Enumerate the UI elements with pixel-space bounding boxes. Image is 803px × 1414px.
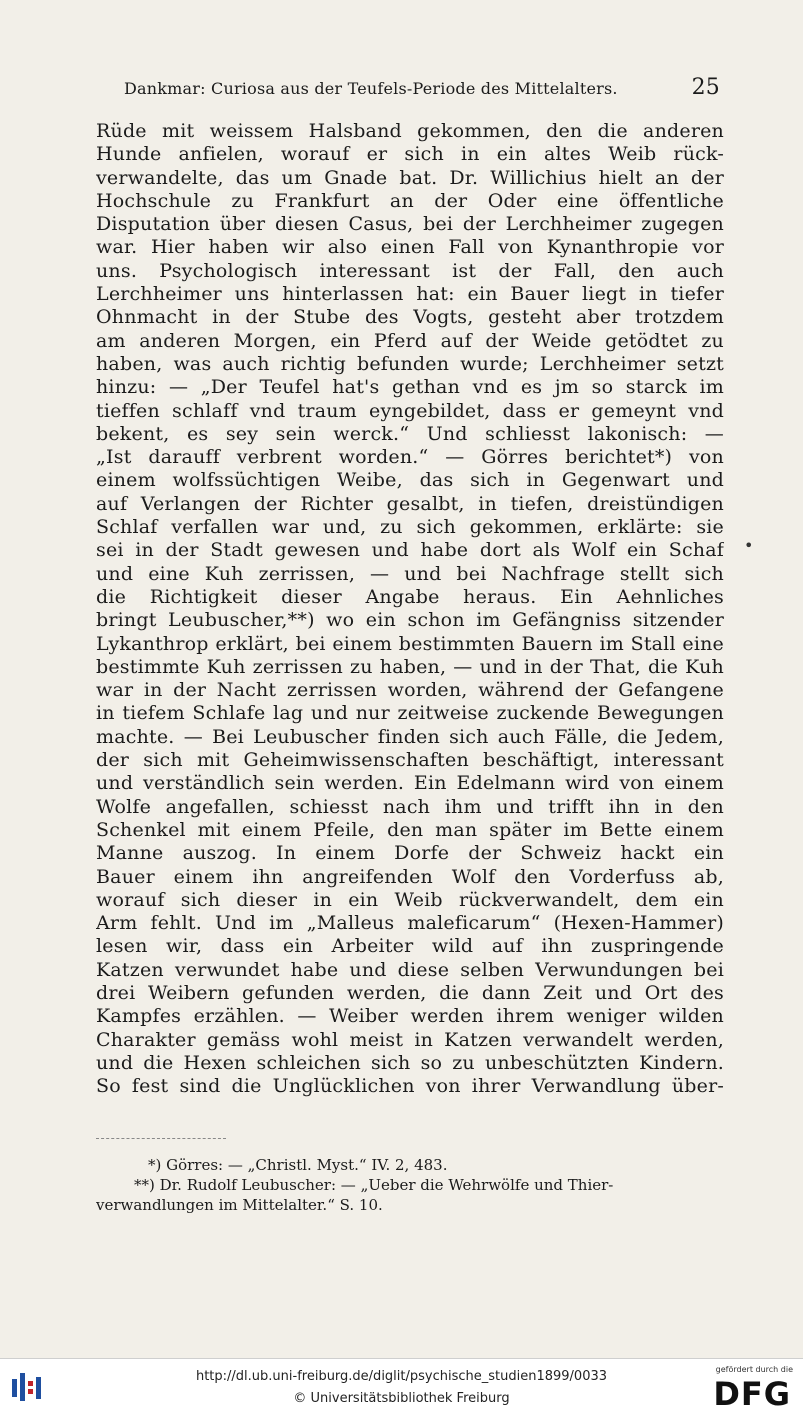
text-line: tieffen schlaff vnd traum eyngebildet, dass er gemeynt vnd: [96, 399, 724, 422]
viewer-footer: [0, 1358, 803, 1414]
text-line: So fest sind die Unglücklichen von ihrer Verwandlung über-: [96, 1075, 724, 1098]
text-line: Katzen verwundet habe und diese selben Verwundungen bei: [96, 958, 724, 981]
text-line: hinzu: — „Der Teufel hat's gethan vnd es jm so starck im: [96, 376, 724, 399]
footnote-rule: [96, 1138, 226, 1139]
text-line: Charakter gemäss wohl meist in Katzen verwandelt werden,: [96, 1028, 724, 1051]
footnote: **) Dr. Rudolf Leubuscher: — „Ueber die Wehrwölfe und Thier-: [134, 1176, 614, 1194]
running-title: Dankmar: Curiosa aus der Teufels-Periode des Mittelalters.: [124, 79, 618, 98]
text-line: auf Verlangen der Richter gesalbt, in tiefen, dreistündigen: [96, 492, 724, 515]
text-line: Schlaf verfallen war und, zu sich gekommen, erklärte: sie: [96, 516, 724, 539]
margin-mark: •: [744, 536, 754, 555]
text-line: Bauer einem ihn angreifenden Wolf den Vorderfuss ab,: [96, 865, 724, 888]
text-line: der sich mit Geheimwissenschaften beschäftigt, interessant: [96, 749, 724, 772]
text-line: Hunde anfielen, worauf er sich in ein altes Weib rück-: [96, 143, 724, 166]
dfg-tagline: gefördert durch die: [715, 1365, 793, 1374]
text-line: in tiefem Schlafe lag und nur zeitweise zuckende Bewegungen: [96, 702, 724, 725]
dfg-logo-icon[interactable]: [705, 1365, 795, 1413]
text-line: lesen wir, dass ein Arbeiter wild auf ihn zuspringende: [96, 935, 724, 958]
text-line: und verständlich sein werden. Ein Edelmann wird von einem: [96, 772, 724, 795]
text-line: uns. Psychologisch interessant ist der Fall, den auch: [96, 259, 724, 282]
text-line: war in der Nacht zerrissen worden, während der Gefangene: [96, 679, 724, 702]
text-line: haben, was auch richtig befunden wurde; Lerchheimer setzt: [96, 352, 724, 375]
text-line: Lerchheimer uns hinterlassen hat: ein Bauer liegt in tiefer: [96, 283, 724, 306]
text-line: einem wolfssüchtigen Weibe, das sich in Gegenwart und: [96, 469, 724, 492]
text-line: Hochschule zu Frankfurt an der Oder eine öffentliche: [96, 189, 724, 212]
text-line: die Richtigkeit dieser Angabe heraus. Ein Aehnliches: [96, 585, 724, 608]
text-line: worauf sich dieser in ein Weib rückverwandelt, dem ein: [96, 888, 724, 911]
document-url-link[interactable]: http://dl.ub.uni-freiburg.de/diglit/psychische_studien1899/0033: [195, 1369, 608, 1384]
dfg-wordmark: DFG: [713, 1375, 791, 1413]
text-line: Manne auszog. In einem Dorfe der Schweiz hackt ein: [96, 842, 724, 865]
footnote-continued: verwandlungen im Mittelalter.“ S. 10.: [96, 1196, 383, 1214]
text-line: Wolfe angefallen, schiesst nach ihm und trifft ihn in den: [96, 795, 724, 818]
text-line: war. Hier haben wir also einen Fall von Kynanthropie vor: [96, 236, 724, 259]
text-line: bekent, es sey sein werck.“ Und schliesst lakonisch: —: [96, 422, 724, 445]
page-number: 25: [691, 75, 720, 100]
text-line: machte. — Bei Leubuscher finden sich auch Fälle, die Jedem,: [96, 725, 724, 748]
text-line: Kampfes erzählen. — Weiber werden ihrem weniger wilden: [96, 1005, 724, 1028]
text-line: „Ist darauff verbrent worden.“ — Görres berichtet*) von: [96, 446, 724, 469]
text-line: Rüde mit weissem Halsband gekommen, den die anderen: [96, 120, 724, 142]
footnote: *) Görres: — „Christl. Myst.“ IV. 2, 483.: [148, 1156, 448, 1174]
text-line: drei Weibern gefunden werden, die dann Zeit und Ort des: [96, 981, 724, 1004]
body-text: [96, 120, 724, 1098]
copyright-text: © Universitätsbibliothek Freiburg: [293, 1391, 510, 1406]
text-line: bringt Leubuscher,**) wo ein schon im Gefängniss sitzender: [96, 609, 724, 632]
text-line: und eine Kuh zerrissen, — und bei Nachfrage stellt sich: [96, 562, 724, 585]
text-line: Schenkel mit einem Pfeile, den man später im Bette einem: [96, 818, 724, 841]
text-line: am anderen Morgen, ein Pferd auf der Weide getödtet zu: [96, 329, 724, 352]
text-line: sei in der Stadt gewesen und habe dort als Wolf ein Schaf: [96, 539, 724, 562]
text-line: bestimmte Kuh zerrissen zu haben, — und in der That, die Kuh: [96, 655, 724, 678]
text-line: Lykanthrop erklärt, bei einem bestimmten Bauern im Stall eine: [96, 632, 724, 655]
text-line: verwandelte, das um Gnade bat. Dr. Willichius hielt an der: [96, 166, 724, 189]
footnotes: [96, 1155, 724, 1215]
running-head: [120, 75, 720, 101]
text-line: und die Hexen schleichen sich so zu unbeschützten Kindern.: [96, 1051, 724, 1074]
text-line: Arm fehlt. Und im „Malleus maleficarum“ (Hexen-Hammer): [96, 912, 724, 935]
text-line: Disputation über diesen Casus, bei der Lerchheimer zugegen: [96, 213, 724, 236]
text-line: Ohnmacht in der Stube des Vogts, gesteht aber trotzdem: [96, 306, 724, 329]
